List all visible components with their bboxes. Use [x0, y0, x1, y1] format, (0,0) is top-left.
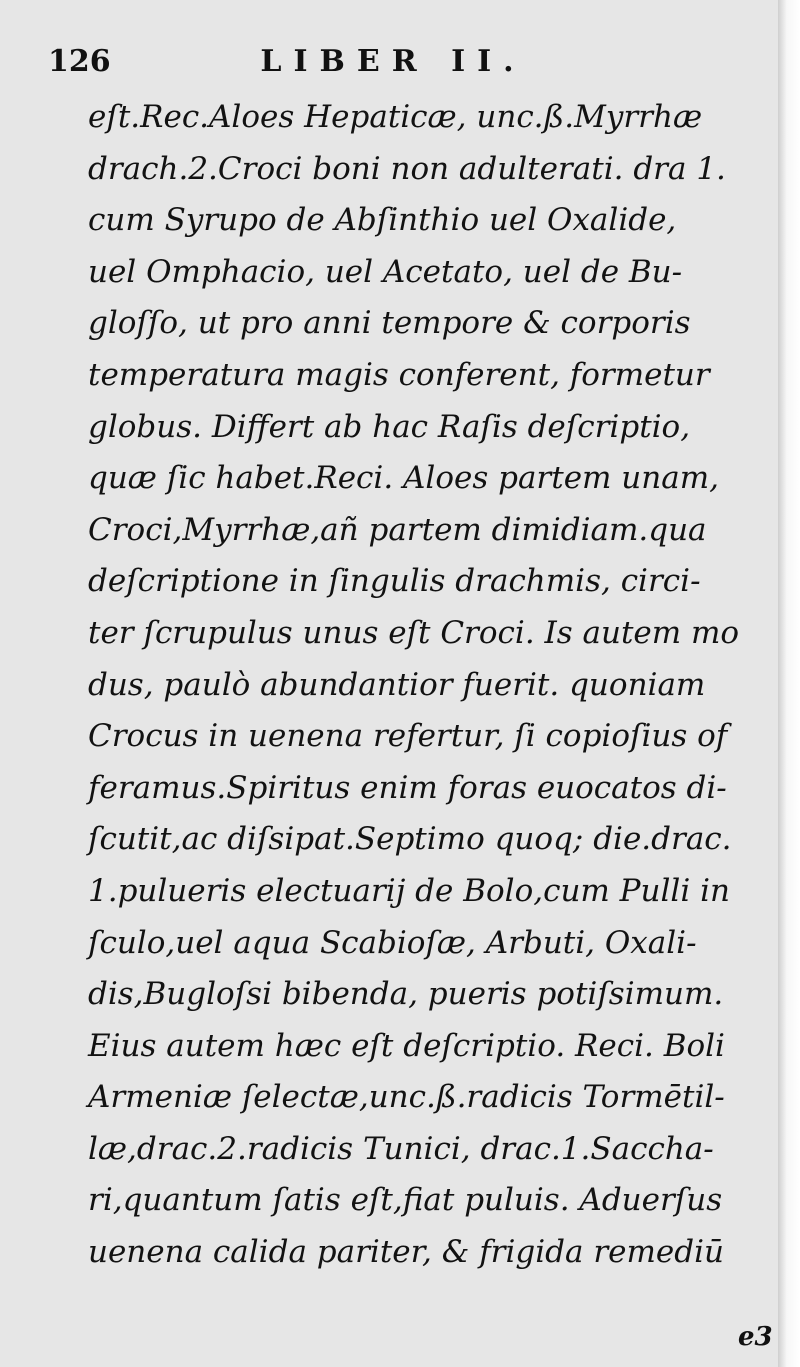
text-line: eſt.Rec.Aloes Hepaticæ, unc.ß.Myrrhæ — [88, 99, 703, 135]
text-line: dis,Bugloſsi bibenda, pueris potiſsimum. — [88, 976, 724, 1013]
text-line: Crocus in uenena refertur, ſi copioſius of — [88, 718, 728, 755]
running-head: LIBER II. — [260, 44, 526, 79]
text-line: ſculo,uel aqua Scabioſæ, Arbuti, Oxali- — [88, 924, 697, 961]
page-edge — [778, 0, 800, 1367]
text-line: drach.2.Croci boni non adulterati. dra 1. — [88, 150, 726, 187]
text-line: cum Syrupo de Abſinthio uel Oxalide, — [88, 202, 677, 239]
text-line: Armeniæ ſelectæ,unc.ß.radicis Tormētil- — [88, 1079, 725, 1116]
text-line: dus, paulò abundantior fuerit. quoniam — [88, 666, 706, 703]
text-line: ter ſcrupulus unus eſt Croci. Is autem mo — [88, 614, 740, 651]
body-text — [88, 92, 778, 1279]
text-line: Croci,Myrrhæ,añ partem dimidiam.qua — [88, 511, 707, 548]
text-line: ſcutit,ac diſsipat.Septimo quoq; die.drac. — [88, 821, 732, 858]
text-line: globus. Differt ab hac Raſis deſcriptio, — [88, 408, 691, 445]
text-line: feramus.Spiritus enim foras euocatos di- — [88, 769, 727, 806]
page-header — [48, 38, 738, 98]
text-line: gloſſo, ut pro anni tempore & corporis — [88, 305, 691, 342]
text-line: læ,drac.2.radicis Tunici, drac.1.Saccha- — [88, 1130, 714, 1167]
text-line: uel Omphacio, uel Acetato, uel de Bu- — [88, 253, 683, 290]
text-line: Eius autem hæc eſt deſcriptio. Reci. Boli — [88, 1027, 725, 1064]
text-line: ri,quantum ſatis eſt,fiat puluis. Aduerſus — [88, 1182, 723, 1219]
catchword: e3 — [738, 1322, 773, 1352]
text-line: temperatura magis conferent, formetur — [88, 356, 710, 393]
text-line: 1.pulueris electuarij de Bolo,cum Pulli in — [88, 872, 730, 909]
text-line: quæ ſic habet.Reci. Aloes partem unam, — [88, 460, 719, 497]
folio-number: 126 — [48, 44, 111, 79]
text-line: deſcriptione in ſingulis drachmis, circi- — [88, 563, 701, 600]
text-line: uenena calida pariter, & frigida remediū — [88, 1234, 724, 1271]
